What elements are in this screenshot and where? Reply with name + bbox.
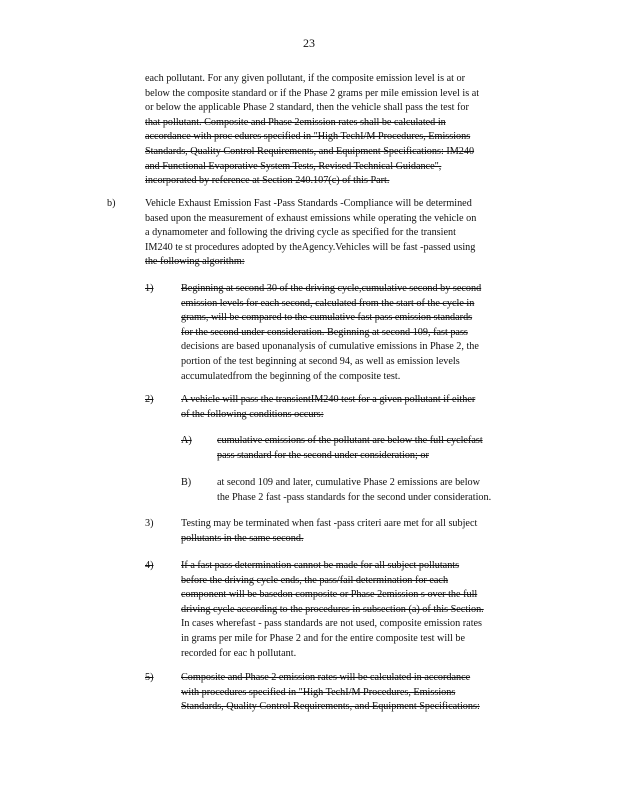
intro-struck-line: accordance with proc edures specified in "High TechI/M Procedures, Emissions <box>145 131 471 143</box>
item-1-line: accumulatedfrom the beginning of the composite test. <box>181 370 401 382</box>
item-1-struck-line: Beginning at second 30 of the driving cycle,cumulative second by second <box>181 283 482 294</box>
item-3-line: Testing may be terminated when fast -pass criteri aare met for all subject <box>181 518 478 529</box>
item-1-marker: 1) <box>145 283 154 294</box>
intro-struck-line: incorporated by reference at Section 240.107(c) of this Part. <box>145 175 390 187</box>
item-4-struck-line: If a fast pass determination cannot be made for all subject pollutants <box>181 560 460 571</box>
item-5-struck-line: Composite and Phase 2 emission rates will be calculated in accordance <box>181 672 471 683</box>
section-b-paragraph <box>145 197 543 270</box>
item-4-struck-line: before the driving cycle ends, the pass/fail determination for each <box>181 574 449 586</box>
item-5-struck-line: Standards, Quality Control Requirements, and Equipment Specifications: <box>181 701 480 713</box>
item-2a-paragraph <box>217 434 533 463</box>
intro-line: below the composite standard or if the Phase 2 grams per mile emission level is at <box>145 87 480 99</box>
item-4-struck-line: component will be basedon composite or Phase 2emission s over the full <box>181 589 478 601</box>
intro-struck-line: that pollutant. Composite and Phase 2emission rates shall be calculated in <box>145 116 446 128</box>
item-2b-line: the Phase 2 fast -pass standards for the second under consideration. <box>217 491 492 503</box>
intro-struck-line: and Functional Evaporative System Tests, Revised Technical Guidance", <box>145 160 442 172</box>
section-b-struck-line: the following algorithm: <box>145 256 245 268</box>
item-4-line: in grams per mile for Phase 2 and for the entire composite test will be <box>181 632 466 644</box>
item-2-marker: 2) <box>145 394 154 405</box>
intro-struck-line: Standards, Quality Control Requirements, and Equipment Specifications: IM240 <box>145 145 475 157</box>
item-2b-paragraph <box>217 476 533 505</box>
intro-paragraph <box>145 72 543 189</box>
item-5-struck-line: with procedures specified in "High TechI/M Procedures, Emissions <box>181 686 456 698</box>
intro-line: or below the applicable Phase 2 standard, then the vehicle shall pass the test for <box>145 102 469 114</box>
item-2b-marker: B) <box>181 477 192 488</box>
page-number: 23 <box>303 36 315 50</box>
item-1-paragraph <box>181 282 533 384</box>
item-2-struck-line: A vehicle will pass the transientIM240 test for a given pollutant if either <box>181 394 476 405</box>
item-2-struck-line: of the following conditions occurs: <box>181 408 324 420</box>
item-4-paragraph <box>181 559 533 661</box>
item-1-line: portion of the test beginning at second 94, as well as emission levels <box>181 355 460 367</box>
item-4-line: In cases wherefast - pass standards are not used, composite emission rates <box>181 618 483 630</box>
section-b-line: based upon the measurement of exhaust emissions while operating the vehicle on <box>145 212 477 224</box>
item-2a-struck-line: pass standard for the second under consideration; or <box>217 449 429 461</box>
item-5-paragraph <box>181 671 533 715</box>
item-4-struck-line: driving cycle according to the procedures in subsection (a) of this Section. <box>181 603 484 615</box>
section-b-marker: b) <box>107 198 116 209</box>
section-b-line: IM240 te st procedures adopted by theAgency.Vehicles will be fast -passed using <box>145 241 476 253</box>
item-1-struck-line: for the second under consideration. Beginning at second 109, fast pass <box>181 326 468 338</box>
item-2b-line: at second 109 and later, cumulative Phase 2 emissions are below <box>217 477 480 488</box>
intro-line: each pollutant. For any given pollutant, if the composite emission level is at or <box>145 73 465 84</box>
item-3-marker: 3) <box>145 518 154 529</box>
section-b-line: Vehicle Exhaust Emission Fast -Pass Standards -Compliance will be determined <box>145 198 472 209</box>
item-3-paragraph <box>181 517 533 546</box>
item-2-paragraph <box>181 393 533 422</box>
section-b-line: a dynamometer and following the driving cycle as specified for the transient <box>145 227 456 239</box>
item-1-struck-line: emission levels for each second, calculated from the start of the cycle in <box>181 297 475 309</box>
item-1-struck-line: grams, will be compared to the cumulative fast pass emission standards <box>181 312 473 324</box>
item-3-struck-line: pollutants in the same second. <box>181 532 304 544</box>
item-2a-marker: A) <box>181 435 192 446</box>
item-4-line: recorded for eac h pollutant. <box>181 647 297 659</box>
item-4-marker: 4) <box>145 560 154 571</box>
item-2a-struck-line: cumulative emissions of the pollutant are below the full cyclefast <box>217 435 483 446</box>
item-5-marker: 5) <box>145 672 154 683</box>
item-1-line: decisions are based uponanalysis of cumulative emissions in Phase 2, the <box>181 341 479 353</box>
